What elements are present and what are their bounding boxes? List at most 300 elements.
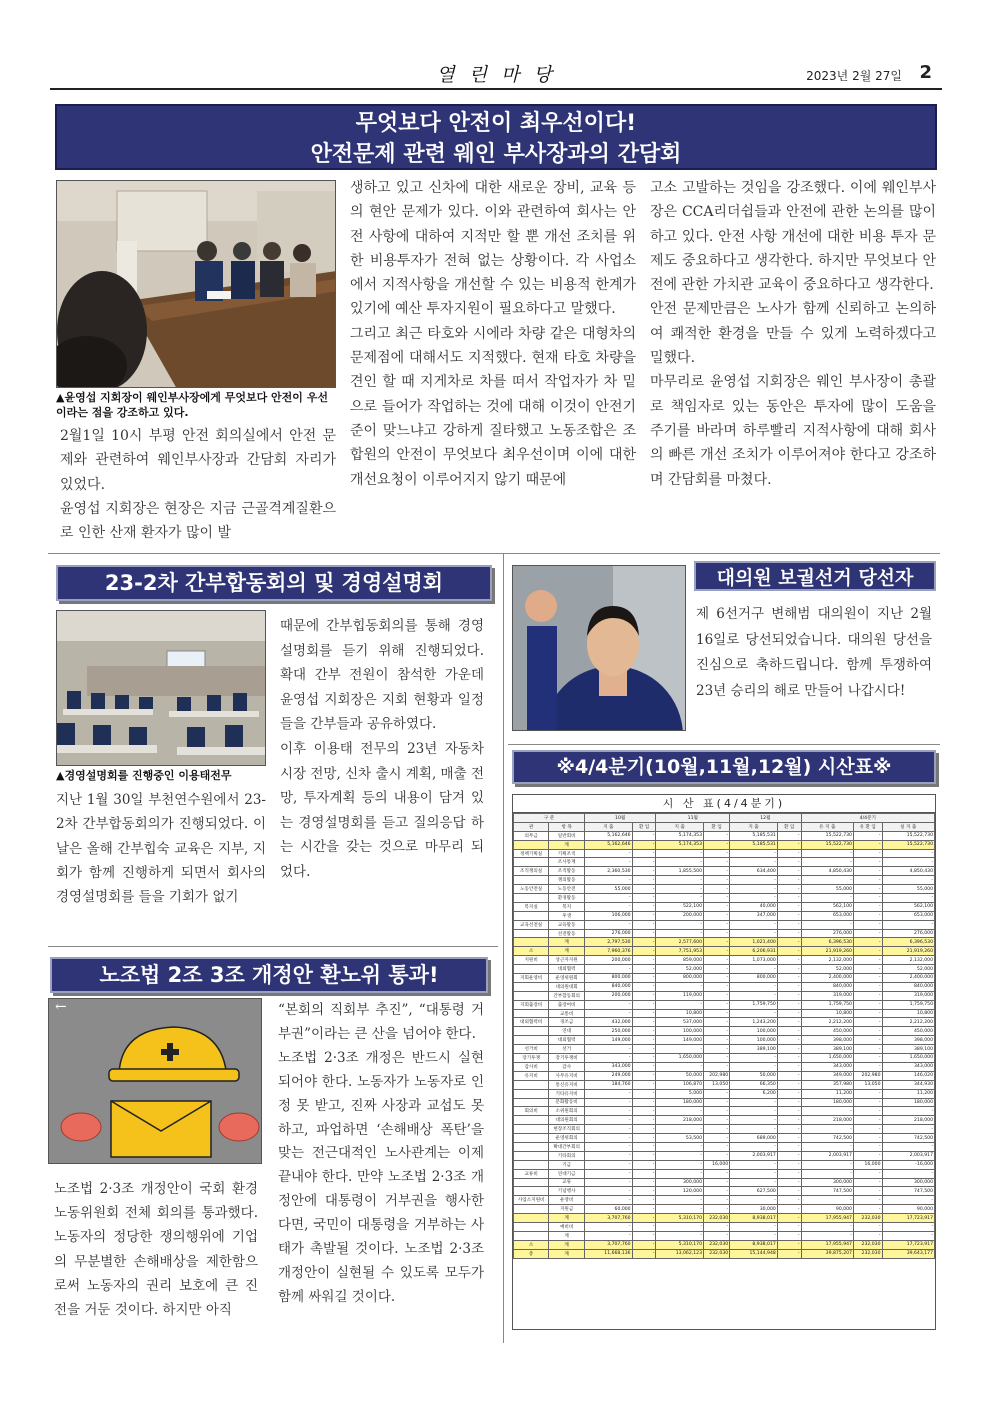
value-cell: -	[584, 858, 632, 867]
sub-header: 유 환 입	[853, 822, 882, 831]
value-cell: -	[730, 849, 778, 858]
table-row	[514, 1062, 935, 1071]
value-cell: 146,020	[882, 1071, 934, 1080]
value-cell: -	[656, 876, 704, 885]
row-group-cell: 소	[514, 1240, 549, 1249]
row-label-cell: 선전활동	[549, 929, 585, 938]
article3-column2: “본회의 직회부 추진”, “대통령 거부권”이라는 큰 산을 넘어야 한다. 노조법 2·3조 개정은 반드시 실현되어야 한다. 노동자가 노동자로 인정 못 받고, 진짜 사장과 교섭도 못 하고, 파업하면 ‘손해배상 폭탄’을 맞는 전근대적인 노사관계는 이제 끝내야 한다. 만약 노조법 2·3조 개정안에 대통령이 거부권을 행사한다면, 국민이 대통령을 거부하는 사태가 촉발될 것이다. 노조법 2·3조 개정안이 실현될 수 있도록 모두가 함께 싸워길 것이다.	[278, 1002, 484, 1305]
value-cell: -	[777, 1000, 801, 1009]
article2-photo-caption: ▲경영설명회를 진행중인 이용태전무	[56, 769, 232, 782]
value-cell: -	[632, 1240, 656, 1249]
row-group-cell: 조직쟁의실	[514, 867, 549, 876]
month-header: 4/4분기	[801, 814, 934, 823]
value-cell: 17,955,947	[801, 1240, 853, 1249]
value-cell: -	[704, 1134, 730, 1143]
value-cell: -	[853, 1027, 882, 1036]
value-cell: -	[777, 1249, 801, 1258]
row-group-cell	[514, 911, 549, 920]
value-cell: -	[656, 929, 704, 938]
row-group-cell: 대외협력비	[514, 1018, 549, 1027]
article4-title-banner: 대의원 보궐선거 당선자	[694, 561, 936, 591]
table-row	[514, 831, 935, 840]
row-label-cell: 대의원회의	[549, 1116, 585, 1125]
value-cell: 232,030	[704, 1249, 730, 1258]
value-cell: 10,800	[656, 1009, 704, 1018]
value-cell: 100,000	[730, 1036, 778, 1045]
value-cell: -	[882, 1142, 934, 1151]
value-cell: 627,500	[730, 1187, 778, 1196]
table-row	[514, 911, 935, 920]
value-cell: -	[853, 938, 882, 947]
value-cell: -	[656, 1160, 704, 1169]
row-label-cell: 연대기금	[549, 1169, 585, 1178]
value-cell: -	[777, 1062, 801, 1071]
value-cell: 15,522,730	[882, 840, 934, 849]
value-cell: -	[656, 920, 704, 929]
value-cell: -	[730, 965, 778, 974]
table-row	[514, 1134, 935, 1143]
row-group-cell	[514, 1036, 549, 1045]
table-row	[514, 1160, 935, 1169]
value-cell: 232,030	[704, 1214, 730, 1223]
row-label-cell: 기획조직	[549, 849, 585, 858]
row-group-cell	[514, 982, 549, 991]
value-cell: -	[777, 1151, 801, 1160]
value-cell: -	[853, 1116, 882, 1125]
value-cell: -	[632, 831, 656, 840]
row-group-cell	[514, 1178, 549, 1187]
value-cell: -	[704, 1205, 730, 1214]
value-cell: -	[704, 1222, 730, 1231]
value-cell: 2,400,000	[882, 974, 934, 983]
value-cell: -	[584, 1151, 632, 1160]
value-cell: -	[730, 982, 778, 991]
value-cell: 2,132,000	[882, 956, 934, 965]
value-cell: 2,003,917	[801, 1151, 853, 1160]
value-cell: -	[656, 1000, 704, 1009]
row-group-cell	[514, 1214, 549, 1223]
value-cell: 398,000	[882, 1036, 934, 1045]
value-cell: 11,200	[882, 1089, 934, 1098]
value-cell: 200,000	[656, 911, 704, 920]
value-cell: -	[853, 929, 882, 938]
sub-header: 환 입	[777, 822, 801, 831]
value-cell: -	[632, 1178, 656, 1187]
value-cell: -	[632, 1107, 656, 1116]
value-cell: -	[656, 894, 704, 903]
value-cell: -	[801, 1222, 853, 1231]
value-cell: -	[704, 1151, 730, 1160]
value-cell: -	[777, 1178, 801, 1187]
value-cell: -	[777, 885, 801, 894]
value-cell: -	[777, 858, 801, 867]
value-cell: -	[730, 1231, 778, 1240]
value-cell: -	[777, 1125, 801, 1134]
value-cell: 5,174,353	[656, 840, 704, 849]
value-cell: -	[704, 1142, 730, 1151]
value-cell: -	[584, 1196, 632, 1205]
value-cell: 389,100	[882, 1045, 934, 1054]
value-cell: 343,000	[801, 1062, 853, 1071]
article3-title-banner: 노조법 2조 3조 개정안 환노위 통과!	[50, 957, 488, 993]
value-cell: -	[632, 1089, 656, 1098]
value-cell: -	[584, 1169, 632, 1178]
value-cell: -	[632, 1062, 656, 1071]
value-cell: -	[704, 1089, 730, 1098]
trial-balance-title: 시 산 표(4/4분기)	[513, 795, 935, 813]
value-cell: 300,000	[801, 1178, 853, 1187]
value-cell: 6,396,530	[801, 938, 853, 947]
row-group-cell: 선거비	[514, 1045, 549, 1054]
col-header: 항 목	[549, 822, 585, 831]
value-cell: 180,000	[882, 1098, 934, 1107]
value-cell: -	[777, 1142, 801, 1151]
row-label-cell: 감사	[549, 1062, 585, 1071]
value-cell: -	[704, 911, 730, 920]
row-group-cell	[514, 1116, 549, 1125]
value-cell: -	[777, 1134, 801, 1143]
row-group-cell	[514, 1125, 549, 1134]
value-cell: -	[853, 858, 882, 867]
value-cell: 232,030	[704, 1240, 730, 1249]
row-label-cell: 기타유지비	[549, 1089, 585, 1098]
article4-photo	[512, 565, 686, 731]
value-cell: -	[704, 920, 730, 929]
row-label-cell: 교통비	[549, 1009, 585, 1018]
value-cell: -	[632, 1071, 656, 1080]
row-label-cell: 조직활동	[549, 867, 585, 876]
value-cell: 55,000	[801, 885, 853, 894]
value-cell: 120,000	[656, 1187, 704, 1196]
row-group-cell: 장기투쟁	[514, 1054, 549, 1063]
row-label-cell: 기금	[549, 1160, 585, 1169]
row-group-cell: 지회운영비	[514, 974, 549, 983]
col-group-header: 구 분	[514, 814, 585, 823]
value-cell: -	[632, 1169, 656, 1178]
value-cell: -	[704, 1169, 730, 1178]
value-cell: 653,000	[882, 911, 934, 920]
value-cell: 450,000	[801, 1027, 853, 1036]
value-cell: 40,000	[730, 902, 778, 911]
value-cell: -	[632, 1205, 656, 1214]
table-row	[514, 1089, 935, 1098]
table-row	[514, 885, 935, 894]
table-row	[514, 1107, 935, 1116]
value-cell: 7,751,953	[656, 947, 704, 956]
value-cell: -	[632, 840, 656, 849]
value-cell: -	[853, 1107, 882, 1116]
value-cell: -	[632, 982, 656, 991]
value-cell: -	[704, 876, 730, 885]
value-cell: -	[730, 1196, 778, 1205]
value-cell: 11,668,136	[584, 1249, 632, 1258]
value-cell: 15,522,730	[801, 840, 853, 849]
value-cell: 1,759,750	[730, 1000, 778, 1009]
table-row	[514, 1231, 935, 1240]
value-cell: 100,000	[730, 1027, 778, 1036]
value-cell: -	[704, 1098, 730, 1107]
value-cell: -	[777, 1160, 801, 1169]
value-cell: -	[656, 1045, 704, 1054]
value-cell: -	[853, 867, 882, 876]
value-cell: 13,050	[704, 1080, 730, 1089]
table-row	[514, 902, 935, 911]
value-cell: -	[853, 1151, 882, 1160]
table-row	[514, 929, 935, 938]
article2-photo	[56, 610, 266, 766]
value-cell: -	[853, 911, 882, 920]
value-cell: 1,855,500	[656, 867, 704, 876]
row-label-cell: 출장여비	[549, 1000, 585, 1009]
value-cell: 343,000	[882, 1062, 934, 1071]
value-cell: -	[777, 974, 801, 983]
value-cell: -	[632, 1187, 656, 1196]
value-cell: 1,243,200	[730, 1018, 778, 1027]
table-row	[514, 956, 935, 965]
table-row	[514, 894, 935, 903]
value-cell: 149,000	[584, 1036, 632, 1045]
value-cell: -	[853, 849, 882, 858]
value-cell: 55,000	[584, 885, 632, 894]
value-cell: 432,000	[584, 1018, 632, 1027]
month-header: 10월	[584, 814, 655, 823]
table-row	[514, 1045, 935, 1054]
value-cell: -	[853, 1089, 882, 1098]
value-cell: -	[632, 885, 656, 894]
row-group-cell	[514, 1231, 549, 1240]
value-cell: -	[704, 1009, 730, 1018]
row-label-cell: 복지	[549, 902, 585, 911]
row-group-cell: 교류비	[514, 1169, 549, 1178]
value-cell: 2,797,530	[584, 938, 632, 947]
value-cell: -	[632, 1054, 656, 1063]
row-label-cell: 계	[549, 1231, 585, 1240]
value-cell: -	[632, 867, 656, 876]
value-cell: 5,185,531	[730, 840, 778, 849]
value-cell: 2,212,200	[882, 1018, 934, 1027]
row-group-cell	[514, 1080, 549, 1089]
value-cell: -	[801, 1107, 853, 1116]
row-group-cell	[514, 1160, 549, 1169]
value-cell: -	[704, 1187, 730, 1196]
row-label-cell: 환경활동	[549, 894, 585, 903]
value-cell: -	[853, 902, 882, 911]
value-cell: 300,000	[656, 1178, 704, 1187]
value-cell: 840,000	[882, 982, 934, 991]
section-divider-right	[508, 744, 940, 745]
value-cell: 450,000	[882, 1027, 934, 1036]
row-group-cell: 교육선전실	[514, 920, 549, 929]
sub-header: 환 입	[704, 822, 730, 831]
row-group-cell	[514, 1222, 549, 1231]
value-cell: -	[632, 911, 656, 920]
value-cell: 5,174,353	[656, 831, 704, 840]
value-cell: 15,522,730	[801, 831, 853, 840]
row-label-cell: 대의원대회	[549, 982, 585, 991]
value-cell: 5,310,170	[656, 1214, 704, 1223]
value-cell: 52,000	[801, 965, 853, 974]
value-cell: -	[632, 947, 656, 956]
value-cell: 1,073,000	[730, 956, 778, 965]
value-cell: -	[882, 1196, 934, 1205]
value-cell: -	[853, 1062, 882, 1071]
value-cell: 2,360,530	[584, 867, 632, 876]
value-cell: 5,162,646	[584, 831, 632, 840]
value-cell: -	[853, 991, 882, 1000]
value-cell: 17,955,947	[801, 1214, 853, 1223]
value-cell: 747,500	[882, 1187, 934, 1196]
value-cell: 53,500	[656, 1134, 704, 1143]
value-cell: 39,875,207	[801, 1249, 853, 1258]
article1-column3: 고소 고발하는 것임을 강조했다. 이에 웨인부사장은 CCA리더쉽들과 안전에 관한 논의를 많이 하고 있다. 안전 사항 개선에 대한 비용 투자 문제도 중요하다고 생각한다. 하지만 무엇보다 안전에 관한 가치관 교육이 중요하다고 생각한다. 안전 문제만큼은 노사가 함께 신뢰하고 논의하여 쾌적한 환경을 만들 수 있게 노력하겠다고 밀했다. 마무리로 윤영섭 지회장은 웨인 부사장이 총괄로 책임자로 있는 동안은 투자에 많이 도움을 주기를 바라며 하루빨리 지적사항에 대해 회사의 빠른 개선 조치가 이루어져야 한다고 강조하며 간담회를 마쳤다.	[650, 180, 936, 488]
row-group-cell: 사업소지원비	[514, 1196, 549, 1205]
value-cell: -	[853, 1000, 882, 1009]
value-cell: 3,707,760	[584, 1240, 632, 1249]
row-group-cell	[514, 858, 549, 867]
value-cell: 249,000	[584, 1071, 632, 1080]
table-row	[514, 858, 935, 867]
value-cell: -	[777, 1080, 801, 1089]
row-label-cell: 계	[549, 840, 585, 849]
table-row	[514, 965, 935, 974]
value-cell: 15,144,948	[730, 1249, 778, 1258]
value-cell: -	[777, 1098, 801, 1107]
row-group-cell	[514, 991, 549, 1000]
row-group-cell: 의무금	[514, 831, 549, 840]
row-label-cell: 간부합동회의	[549, 991, 585, 1000]
row-label-cell: 경조금	[549, 1018, 585, 1027]
table-row	[514, 1071, 935, 1080]
value-cell: -	[801, 858, 853, 867]
value-cell: -	[704, 885, 730, 894]
value-cell: -	[777, 1205, 801, 1214]
value-cell: 52,000	[656, 965, 704, 974]
value-cell: -	[777, 991, 801, 1000]
table-row	[514, 1098, 935, 1107]
value-cell: -	[777, 894, 801, 903]
row-label-cell: 장기투쟁비	[549, 1054, 585, 1063]
value-cell: -	[632, 1231, 656, 1240]
value-cell: 1,759,750	[801, 1000, 853, 1009]
value-cell: -	[704, 974, 730, 983]
value-cell: 21,919,260	[801, 947, 853, 956]
value-cell: -	[853, 1036, 882, 1045]
value-cell: -	[730, 885, 778, 894]
value-cell: 6,200	[730, 1089, 778, 1098]
value-cell: -	[882, 1125, 934, 1134]
value-cell: 90,000	[882, 1205, 934, 1214]
section-divider-left	[48, 946, 498, 947]
value-cell: -	[632, 1125, 656, 1134]
value-cell: -	[777, 965, 801, 974]
article2-title-banner: 23-2차 간부합동회의 및 경영설명회	[56, 565, 492, 601]
value-cell: 2,003,917	[730, 1151, 778, 1160]
value-cell: 232,030	[853, 1240, 882, 1249]
row-label-cell: 통신유지비	[549, 1080, 585, 1089]
row-group-cell: 지원비	[514, 956, 549, 965]
value-cell: -	[632, 1160, 656, 1169]
value-cell: 1,759,750	[882, 1000, 934, 1009]
value-cell: -	[704, 1062, 730, 1071]
value-cell: 343,000	[584, 1062, 632, 1071]
row-label-cell: 계	[549, 1240, 585, 1249]
value-cell: -	[853, 885, 882, 894]
row-group-cell	[514, 1142, 549, 1151]
row-group-cell	[514, 1009, 549, 1018]
trial-balance-table	[513, 813, 935, 1259]
value-cell: -	[584, 1000, 632, 1009]
row-group-cell: 지회출장비	[514, 1000, 549, 1009]
value-cell: -	[730, 991, 778, 1000]
value-cell: -	[882, 920, 934, 929]
table-row	[514, 1169, 935, 1178]
article1-photo	[56, 180, 336, 388]
value-cell: 16,000	[853, 1160, 882, 1169]
value-cell: -	[730, 1169, 778, 1178]
header-rule	[50, 88, 942, 90]
value-cell: 562,100	[882, 902, 934, 911]
value-cell: 149,000	[656, 1036, 704, 1045]
value-cell: 653,000	[801, 911, 853, 920]
article3-column1: 노조법 2·3조 개정안이 국회 환경노동위원회 전체 회의를 통과했다. 노동자의 정당한 쟁의행위에 기업의 무분별한 손해배상을 제한함으로써 노동자의 권리 보호에 큰 진전을 거둔 것이다. 하지만 아직	[54, 1181, 258, 1319]
value-cell: -	[853, 831, 882, 840]
value-cell: 200,000	[584, 991, 632, 1000]
value-cell: -	[853, 974, 882, 983]
row-group-cell: 총	[514, 1249, 549, 1258]
sub-header: 유 지 출	[801, 822, 853, 831]
value-cell: 17,723,917	[882, 1240, 934, 1249]
row-group-cell: 유지비	[514, 1071, 549, 1080]
value-cell: -	[853, 956, 882, 965]
article2-column2: 때문에 간부힙동회의를 통해 경영설명회를 듣기 위해 진행되었다. 확대 간부 전원이 참석한 가운데 윤영섭 지회장은 지회 현황과 일정들을 간부들과 공유하였다. 이후 이용태 전무의 23년 자동차 시장 전망, 신차 출시 계획, 매출 전망, 투자계획 등의 내용이 담겨 있는 경영설명회를 듣고 질의응답 하는 시간을 갖는 것으로 마무리 되었다.	[280, 618, 484, 880]
value-cell: -	[584, 902, 632, 911]
value-cell: 840,000	[801, 982, 853, 991]
value-cell: -	[777, 982, 801, 991]
value-cell: -	[853, 1205, 882, 1214]
row-group-cell	[514, 965, 549, 974]
meeting-room-photo	[57, 181, 336, 388]
value-cell: -	[777, 902, 801, 911]
value-cell: -	[704, 991, 730, 1000]
value-cell: -	[584, 1222, 632, 1231]
row-label-cell: 사무유지비	[549, 1071, 585, 1080]
value-cell: 800,000	[656, 974, 704, 983]
value-cell: 66,350	[730, 1080, 778, 1089]
value-cell: -	[584, 1231, 632, 1240]
value-cell: 5,162,646	[584, 840, 632, 849]
value-cell: -	[584, 894, 632, 903]
value-cell: -	[853, 1222, 882, 1231]
value-cell: 859,000	[656, 956, 704, 965]
page-number: 2	[919, 62, 932, 83]
value-cell: 689,000	[730, 1134, 778, 1143]
value-cell: -	[584, 1089, 632, 1098]
value-cell: -	[730, 1142, 778, 1151]
value-cell: 276,000	[882, 929, 934, 938]
row-label-cell: 쟁의활동	[549, 876, 585, 885]
row-label-cell: 대외협력	[549, 1036, 585, 1045]
value-cell: -	[777, 1018, 801, 1027]
article1-column2: 생하고 있고 신차에 대한 새로운 장비, 교육 등의 현안 문제가 있다. 이와 관련하여 회사는 안전 사항에 대하여 지적만 할 뿐 개선 조치를 위한 비용투자가 전혀 없는 상황이다. 각 사업소에서 지적사항을 개선할 수 있는 비용적 한계가 있기에 예산 투자지원이 필요하다고 말했다. 그리고 최근 타호와 시에라 차량 같은 대형차의 문제점에 대해서도 지적했다. 현재 타호 차량을 견인 할 때 지게차로 차를 떠서 작업자가 차 밑으로 들어가 작업하는 것에 대해 이것이 안전기준이 맞느냐고 강하게 질타했고 노동조합은 조합원의 안전이 무엇보다 최우선이며 이에 대한 개선요청이 이루어지지 않기 때문에	[350, 180, 636, 488]
table-row	[514, 991, 935, 1000]
value-cell: -	[730, 1054, 778, 1063]
sub-header: 환 입	[632, 822, 656, 831]
value-cell: 13,062,123	[656, 1249, 704, 1258]
article1-photo-caption: ▲윤영섭 지회장이 웨인부사장에게 무엇보다 안전이 우선이라는 점을 강조하고 있다.	[56, 391, 329, 419]
value-cell: -	[632, 1009, 656, 1018]
value-cell: 349,000	[801, 1071, 853, 1080]
value-cell: -	[777, 840, 801, 849]
